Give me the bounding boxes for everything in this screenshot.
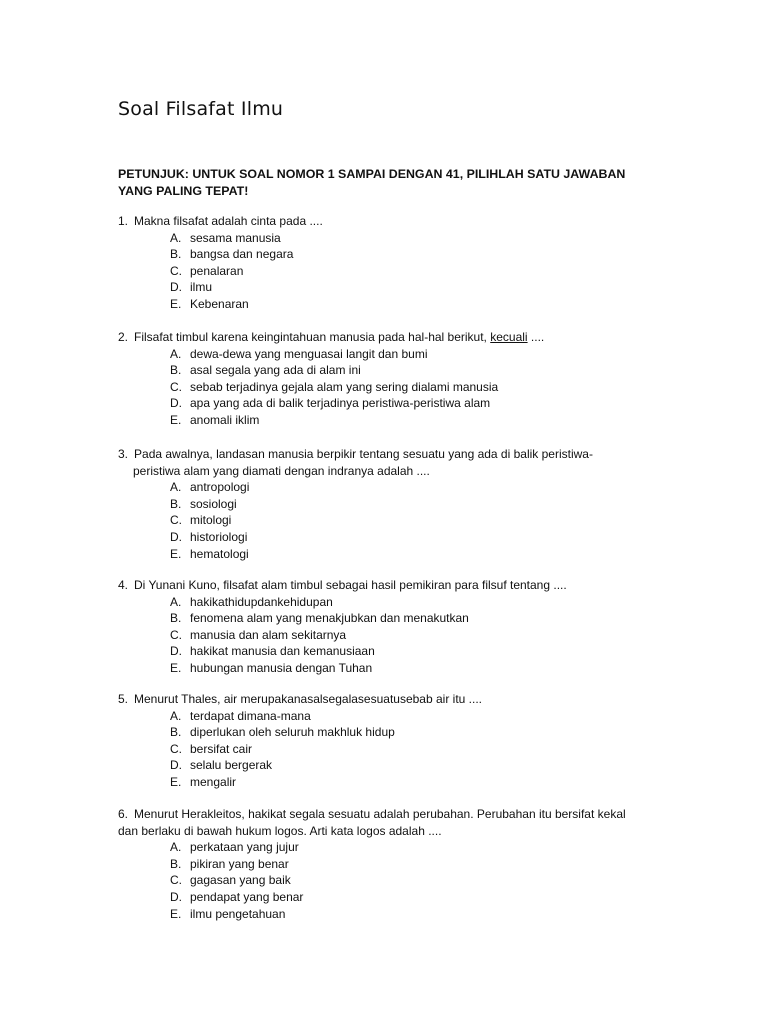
option-letter: E. <box>170 296 182 311</box>
option-text: ilmu pengetahuan <box>190 906 286 921</box>
option-list <box>118 346 648 429</box>
instructions-text: PETUNJUK: UNTUK SOAL NOMOR 1 SAMPAI DENGAN 41, PILIHLAH SATU JAWABAN YANG PALING TEPAT! <box>118 167 626 198</box>
option-letter: D. <box>170 280 182 295</box>
option-text: hakikat manusia dan kemanusiaan <box>190 644 375 659</box>
option-text: Kebenaran <box>190 296 249 311</box>
option-a <box>170 708 648 725</box>
option-b <box>170 246 648 263</box>
option-c <box>170 512 633 529</box>
option-letter: B. <box>170 363 182 378</box>
option-letter: E. <box>170 906 182 921</box>
option-text: sesama manusia <box>190 230 281 245</box>
question-text: Menurut Thales, air merupakanasalsegalasesuatusebab air itu .... <box>134 692 482 706</box>
option-b <box>170 362 648 379</box>
option-letter: C. <box>170 379 182 394</box>
option-a <box>170 839 643 856</box>
option-letter: D. <box>170 758 182 773</box>
option-d <box>170 643 648 660</box>
option-letter: A. <box>170 840 182 855</box>
option-letter: A. <box>170 708 182 723</box>
question-text: Pada awalnya, landasan manusia berpikir tentang sesuatu yang ada di balik peristiwa-peristiwa alam yang diamati dengan indranya adalah .... <box>133 447 593 478</box>
option-letter: A. <box>170 346 182 361</box>
question-stem <box>118 577 648 594</box>
option-a <box>170 346 648 363</box>
option-letter: E. <box>170 546 182 561</box>
option-text: selalu bergerak <box>190 758 273 773</box>
question-number: 5. <box>118 692 129 706</box>
option-letter: A. <box>170 594 182 609</box>
option-list <box>118 479 633 562</box>
question-2 <box>118 329 648 429</box>
option-b <box>170 856 643 873</box>
option-d <box>170 529 633 546</box>
option-c <box>170 263 648 280</box>
option-letter: D. <box>170 644 182 659</box>
option-text: fenomena alam yang menakjubkan dan menakutkan <box>190 611 469 626</box>
question-number: 4. <box>118 578 129 592</box>
option-list <box>118 708 648 791</box>
option-letter: C. <box>170 873 182 888</box>
option-text: historiologi <box>190 529 248 544</box>
option-e <box>170 774 648 791</box>
question-text: Filsafat timbul karena keingintahuan manusia pada hal-hal berikut, <box>134 330 491 344</box>
option-c <box>170 872 643 889</box>
option-text: bersifat cair <box>190 741 253 756</box>
option-text: sosiologi <box>190 496 237 511</box>
option-letter: D. <box>170 889 182 904</box>
option-letter: C. <box>170 513 182 528</box>
option-b <box>170 724 648 741</box>
question-stem <box>118 691 648 708</box>
option-text: mengalir <box>190 774 237 789</box>
question-keyword-underlined: kecuali <box>490 330 528 344</box>
option-d <box>170 395 648 412</box>
option-letter: B. <box>170 725 182 740</box>
option-e <box>170 412 648 429</box>
option-text: manusia dan alam sekitarnya <box>190 627 347 642</box>
option-e <box>170 546 633 563</box>
question-number: 3. <box>118 447 129 461</box>
option-d <box>170 757 648 774</box>
option-letter: E. <box>170 660 182 675</box>
option-text: dewa-dewa yang menguasai langit dan bumi <box>190 346 428 361</box>
question-number: 1. <box>118 214 129 228</box>
option-letter: C. <box>170 627 182 642</box>
question-text: Menurut Herakleitos, hakikat segala sesuatu adalah perubahan. Perubahan itu bersifat kekal dan berlaku di bawah hukum logos. Arti kata logos adalah .... <box>118 807 626 838</box>
option-b <box>170 610 648 627</box>
option-letter: B. <box>170 856 182 871</box>
option-letter: A. <box>170 480 182 495</box>
option-letter: B. <box>170 496 182 511</box>
question-stem <box>118 213 648 230</box>
option-letter: E. <box>170 774 182 789</box>
option-letter: B. <box>170 611 182 626</box>
question-text: Makna filsafat adalah cinta pada .... <box>134 214 323 228</box>
option-text: asal segala yang ada di alam ini <box>190 363 361 378</box>
option-text: apa yang ada di balik terjadinya peristiwa-peristiwa alam <box>190 396 491 411</box>
option-text: penalaran <box>190 263 244 278</box>
option-text: sebab terjadinya gejala alam yang sering dialami manusia <box>190 379 499 394</box>
option-text: gagasan yang baik <box>190 873 291 888</box>
option-b <box>170 496 633 513</box>
question-text-end: .... <box>527 330 545 344</box>
option-text: hematologi <box>190 546 249 561</box>
option-text: diperlukan oleh seluruh makhluk hidup <box>190 725 395 740</box>
option-list <box>118 230 648 313</box>
option-d <box>170 889 643 906</box>
option-letter: B. <box>170 247 182 262</box>
option-text: mitologi <box>190 513 232 528</box>
option-letter: C. <box>170 263 182 278</box>
option-text: ilmu <box>190 280 213 295</box>
option-c <box>170 627 648 644</box>
option-text: pendapat yang benar <box>190 889 304 904</box>
question-number: 2. <box>118 330 129 344</box>
option-c <box>170 379 648 396</box>
option-text: bangsa dan negara <box>190 247 294 262</box>
option-e <box>170 296 648 313</box>
option-letter: D. <box>170 396 182 411</box>
option-d <box>170 279 648 296</box>
question-number: 6. <box>118 807 129 821</box>
option-text: antropologi <box>190 480 250 495</box>
option-letter: D. <box>170 529 182 544</box>
option-e <box>170 906 643 923</box>
question-4 <box>118 577 648 677</box>
question-stem <box>118 329 648 346</box>
option-letter: A. <box>170 230 182 245</box>
question-stem <box>118 446 633 479</box>
question-1 <box>118 213 648 313</box>
question-3 <box>118 446 633 562</box>
option-text: pikiran yang benar <box>190 856 289 871</box>
option-list <box>118 839 643 922</box>
document-title: Soal Filsafat Ilmu <box>118 98 284 120</box>
question-5 <box>118 691 648 791</box>
option-a <box>170 230 648 247</box>
option-text: terdapat dimana-mana <box>190 708 311 723</box>
option-text: hubungan manusia dengan Tuhan <box>190 660 373 675</box>
option-e <box>170 660 648 677</box>
option-text: hakikathidupdankehidupan <box>190 594 333 609</box>
option-text: anomali iklim <box>190 412 260 427</box>
option-letter: C. <box>170 741 182 756</box>
question-stem <box>118 806 643 839</box>
option-letter: E. <box>170 412 182 427</box>
question-text: Di Yunani Kuno, filsafat alam timbul sebagai hasil pemikiran para filsuf tentang .... <box>134 578 567 592</box>
question-6 <box>118 806 643 922</box>
option-a <box>170 594 648 611</box>
option-list <box>118 594 648 677</box>
option-c <box>170 741 648 758</box>
option-text: perkataan yang jujur <box>190 840 299 855</box>
option-a <box>170 479 633 496</box>
